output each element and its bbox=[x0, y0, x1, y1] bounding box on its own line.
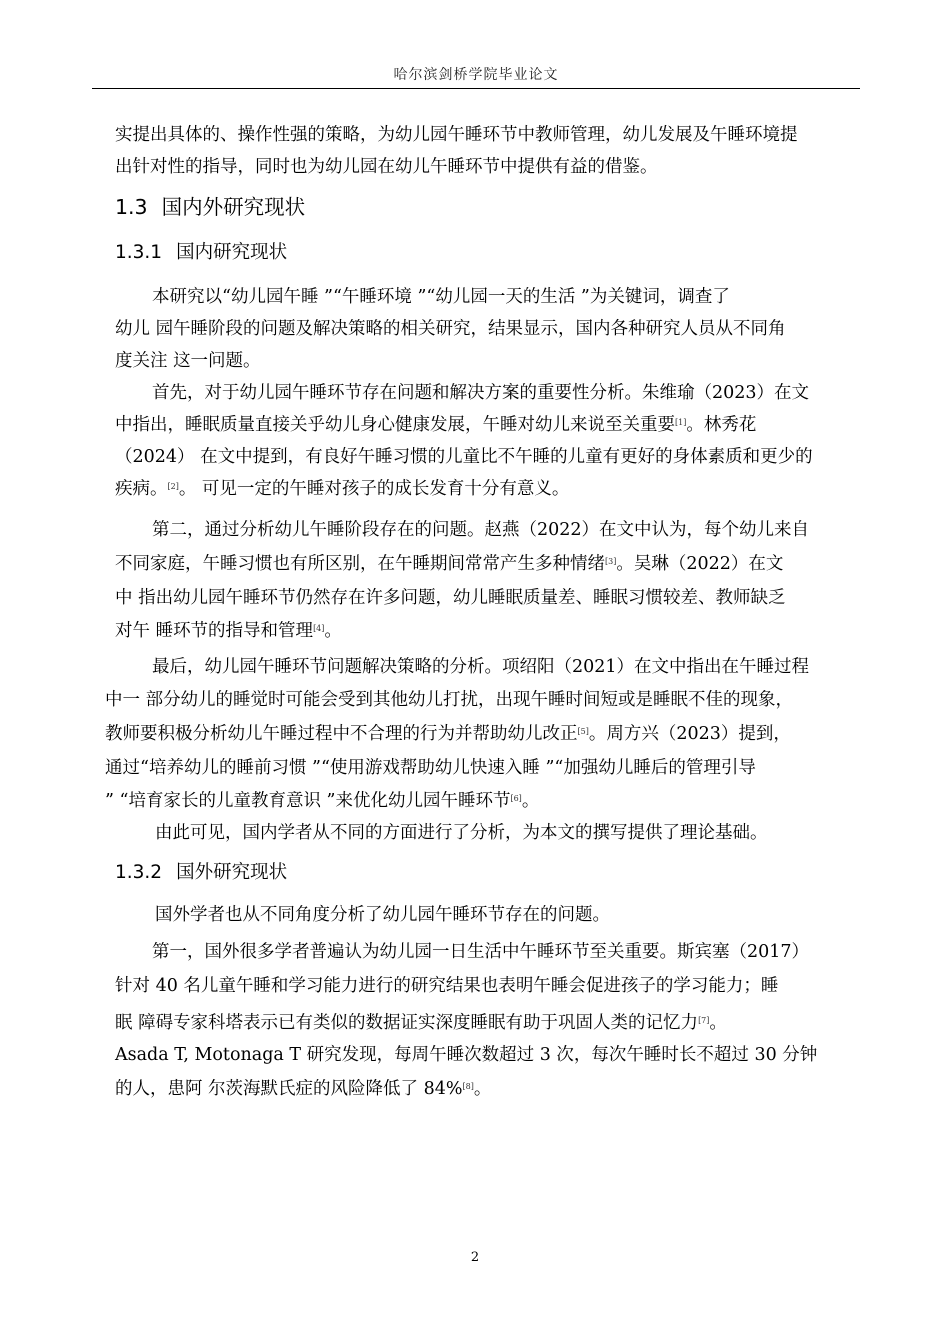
paragraph-line: 第一，国外很多学者普遍认为幼儿园一日生活中午睡环节至关重要。斯宾塞（2017） bbox=[152, 942, 810, 962]
text-run: 不同家庭，午睡习惯也有所区别，在午睡期间常常产生多种情绪 bbox=[115, 554, 605, 574]
paragraph-line bbox=[105, 723, 791, 745]
paragraph-line: 出针对性的指导，同时也为幼儿园在幼儿午睡环节中提供有益的借鉴。 bbox=[115, 157, 658, 177]
text-run: 对午 睡环节的指导和管理 bbox=[115, 621, 314, 641]
paragraph-line bbox=[115, 1078, 491, 1100]
paragraph-line: （2024） 在文中提到，有良好午睡习惯的儿童比不午睡的儿童有更好的身体素质和更少的 bbox=[115, 447, 813, 467]
paragraph-line bbox=[115, 553, 783, 575]
section-title: 国内外研究现状 bbox=[161, 195, 306, 219]
header-rule bbox=[92, 88, 860, 89]
paragraph-line: 第二，通过分析幼儿午睡阶段存在的问题。赵燕（2022）在文中认为，每个幼儿来自 bbox=[152, 520, 810, 540]
citation-ref: [8] bbox=[462, 1082, 474, 1091]
text-run: 。 bbox=[324, 621, 342, 641]
page-number: 2 bbox=[470, 1250, 480, 1265]
section-number: 1.3.1 bbox=[115, 242, 163, 263]
section-heading-1-3 bbox=[115, 194, 305, 220]
section-title: 国外研究现状 bbox=[176, 862, 288, 883]
paragraph-line: 中一 部分幼儿的睡觉时可能会受到其他幼儿打扰，出现午睡时间短或是睡眠不佳的现象， bbox=[105, 690, 794, 710]
paragraph-line bbox=[105, 790, 539, 812]
running-header: 哈尔滨剑桥学院毕业论文 bbox=[393, 67, 559, 83]
text-run: 。 bbox=[473, 1079, 492, 1099]
text-run: 。周方兴（2023）提到， bbox=[588, 724, 791, 744]
paragraph-line: 中 指出幼儿园午睡环节仍然存在许多问题，幼儿睡眠质量差、睡眠习惯较差、教师缺乏 bbox=[115, 588, 786, 608]
citation-ref: [3] bbox=[605, 557, 617, 566]
section-heading-1-3-1 bbox=[115, 241, 287, 265]
citation-ref: [1] bbox=[675, 418, 687, 427]
paragraph-line: 通过“培养幼儿的睡前习惯 ”“使用游戏帮助幼儿快速入睡 ”“加强幼儿睡后的管理引导 bbox=[105, 758, 756, 778]
citation-ref: [7] bbox=[698, 1016, 710, 1025]
paragraph-line: 本研究以“幼儿园午睡 ”“午睡环境 ”“幼儿园一天的生活 ”为关键词，调查了 bbox=[152, 287, 730, 307]
citation-ref: [5] bbox=[577, 727, 589, 736]
text-run: 。 可见一定的午睡对孩子的成长发育十分有意义。 bbox=[178, 479, 570, 499]
text-run: 。 bbox=[521, 791, 540, 811]
text-run: 中指出，睡眠质量直接关乎幼儿身心健康发展，午睡对幼儿来说至关重要 bbox=[115, 415, 675, 435]
paragraph-line: 针对 40 名儿童午睡和学习能力进行的研究结果也表明午睡会促进孩子的学习能力；睡 bbox=[115, 976, 779, 996]
text-run: 。吴琳（2022）在文 bbox=[616, 554, 784, 574]
text-run: 。 bbox=[709, 1013, 727, 1033]
text-run: 疾病。 bbox=[115, 479, 168, 499]
text-run: 。林秀花 bbox=[686, 415, 757, 435]
paragraph-line: 国外学者也从不同角度分析了幼儿园午睡环节存在的问题。 bbox=[155, 905, 610, 925]
paragraph-line bbox=[115, 1012, 727, 1034]
citation-ref: [6] bbox=[510, 794, 522, 803]
paragraph-line bbox=[115, 414, 756, 436]
text-run: 教师要积极分析幼儿午睡过程中不合理的行为并帮助幼儿改正 bbox=[105, 724, 578, 744]
section-number: 1.3.2 bbox=[115, 862, 163, 883]
text-run: 的人，患阿 尔茨海默氏症的风险降低了 84% bbox=[115, 1079, 463, 1099]
section-heading-1-3-2 bbox=[115, 861, 287, 885]
paragraph-line: 最后，幼儿园午睡环节问题解决策略的分析。项绍阳（2021）在文中指出在午睡过程 bbox=[152, 657, 810, 677]
paragraph-line: 度关注 这一问题。 bbox=[115, 351, 261, 371]
paragraph-line: 由此可见，国内学者从不同的方面进行了分析，为本文的撰写提供了理论基础。 bbox=[155, 823, 768, 843]
paragraph-line: 幼儿 园午睡阶段的问题及解决策略的相关研究，结果显示，国内各种研究人员从不同角 bbox=[115, 319, 786, 339]
text-run: 眠 障碍专家科塔表示已有类似的数据证实深度睡眠有助于巩固人类的记忆力 bbox=[115, 1013, 699, 1033]
citation-ref: [4] bbox=[313, 624, 325, 633]
section-number: 1.3 bbox=[115, 195, 148, 219]
text-run: ” “培育家长的儿童教育意识 ”来优化幼儿园午睡环节 bbox=[105, 791, 511, 811]
paragraph-line bbox=[115, 478, 569, 500]
paragraph-line: 实提出具体的、操作性强的策略，为幼儿园午睡环节中教师管理，幼儿发展及午睡环境提 bbox=[115, 125, 798, 145]
paragraph-line: Asada T, Motonaga T 研究发现，每周午睡次数超过 3 次，每次午睡时长不超过 30 分钟 bbox=[115, 1045, 818, 1065]
paragraph-line bbox=[115, 620, 342, 642]
section-title: 国内研究现状 bbox=[176, 242, 288, 263]
citation-ref: [2] bbox=[167, 482, 179, 491]
paragraph-line: 首先，对于幼儿园午睡环节存在问题和解决方案的重要性分析。朱维瑜（2023）在文 bbox=[152, 383, 810, 403]
